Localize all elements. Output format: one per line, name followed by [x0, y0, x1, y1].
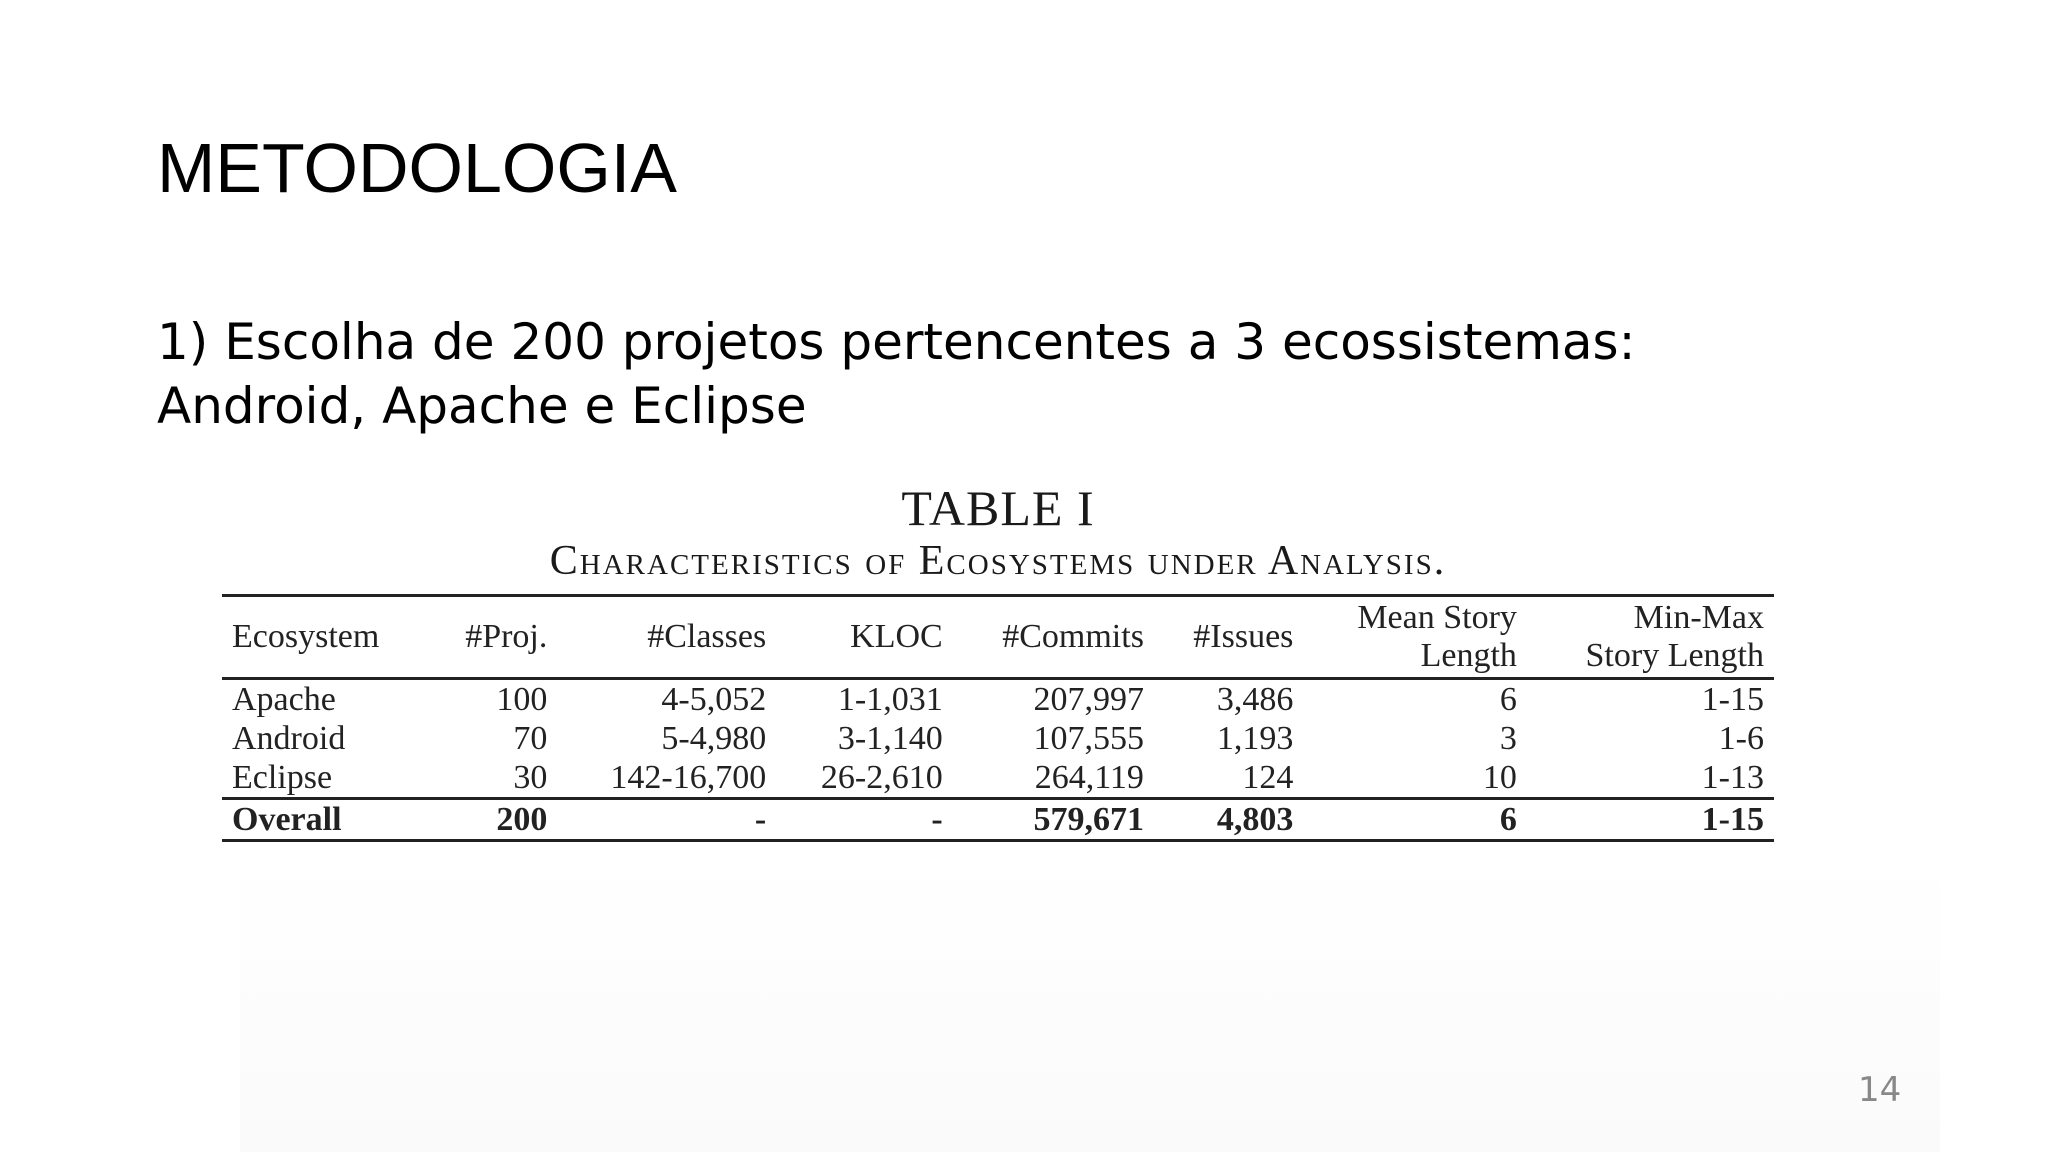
- cell-proj: 200: [430, 799, 557, 841]
- table-row-overall: [222, 799, 1774, 841]
- cell-ecosystem: Eclipse: [232, 759, 333, 796]
- cell-proj: 100: [496, 681, 548, 718]
- table-caption: TABLE I: [901, 480, 1095, 536]
- header-minmax-line1: Min-Max: [1633, 599, 1764, 636]
- cell-ecosystem: Android: [232, 720, 346, 757]
- cell-minmax: 1-15: [1701, 681, 1764, 718]
- page-number: 14: [1858, 1070, 1902, 1110]
- cell-mean: 10: [1482, 759, 1517, 796]
- cell-minmax: 1-13: [1701, 759, 1764, 796]
- cell-mean: 3: [1499, 720, 1517, 757]
- table-figure: [222, 478, 1774, 842]
- header-commits: #Commits: [953, 596, 1154, 679]
- header-mean-story-length: [1303, 596, 1527, 679]
- cell-classes: 4-5,052: [661, 681, 767, 718]
- cell-mean: 6: [1499, 681, 1517, 718]
- header-ecosystem: Ecosystem: [222, 596, 430, 679]
- cell-minmax: 1-15: [1527, 799, 1774, 841]
- header-mean-story-line1: Mean Story: [1357, 599, 1517, 636]
- cell-ecosystem: Apache: [232, 681, 336, 718]
- cell-issues: 4,803: [1154, 799, 1303, 841]
- cell-minmax: 1-6: [1718, 720, 1764, 757]
- background-shade: [240, 860, 1940, 1152]
- table-row: [222, 679, 1774, 720]
- header-minmax-story-length: [1527, 596, 1774, 679]
- ecosystems-table: [222, 594, 1774, 842]
- cell-ecosystem: Overall: [222, 799, 430, 841]
- header-mean-story-line2: Length: [1420, 637, 1517, 674]
- cell-proj: 70: [513, 720, 548, 757]
- header-kloc: KLOC: [776, 596, 953, 679]
- cell-commits: 107,555: [1033, 720, 1144, 757]
- header-issues: #Issues: [1154, 596, 1303, 679]
- cell-issues: 124: [1242, 759, 1294, 796]
- cell-commits: 579,671: [953, 799, 1154, 841]
- cell-issues: 3,486: [1216, 681, 1294, 718]
- table-row: [222, 719, 1774, 758]
- cell-classes: -: [557, 799, 776, 841]
- cell-kloc: 26-2,610: [820, 759, 943, 796]
- header-classes: #Classes: [557, 596, 776, 679]
- slide-title: METODOLOGIA: [157, 129, 677, 207]
- cell-commits: 207,997: [1033, 681, 1144, 718]
- cell-classes: 142-16,700: [610, 759, 767, 796]
- table-header-row: [222, 596, 1774, 679]
- header-minmax-line2: Story Length: [1585, 637, 1764, 674]
- cell-proj: 30: [513, 759, 548, 796]
- cell-kloc: 3-1,140: [837, 720, 943, 757]
- cell-kloc: 1-1,031: [837, 681, 943, 718]
- cell-classes: 5-4,980: [661, 720, 767, 757]
- cell-kloc: -: [776, 799, 953, 841]
- table-subcaption: Characteristics of Ecosystems under Analysis.: [549, 538, 1447, 584]
- cell-commits: 264,119: [1034, 759, 1144, 796]
- cell-issues: 1,193: [1216, 720, 1294, 757]
- cell-mean: 6: [1303, 799, 1527, 841]
- bullet-text: 1) Escolha de 200 projetos pertencentes a 3 ecossistemas: Android, Apache e Eclipse: [157, 313, 1636, 435]
- table-row: [222, 758, 1774, 799]
- header-proj: #Proj.: [430, 596, 557, 679]
